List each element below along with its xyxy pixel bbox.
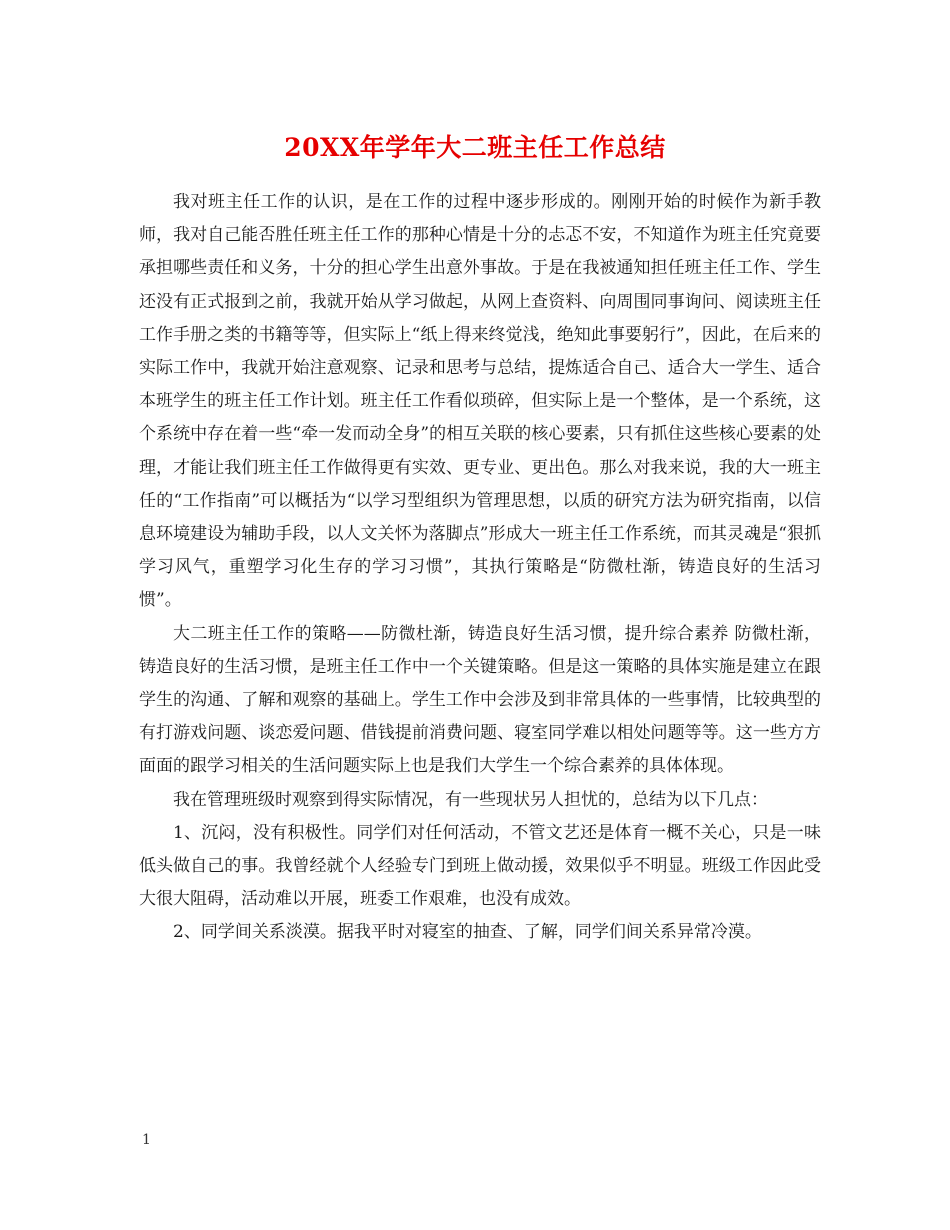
paragraph-4: 1、沉闷，没有积极性。同学们对任何活动，不管文艺还是体育一概不关心，只是一味低头做自己的事。我曾经就个人经验专门到班上做动援，效果似乎不明显。班级工作因此受大很大阻碍，活动难以开展，班委工作艰难，也没有成效。 [139, 822, 821, 910]
document-title: 20XX年学年大二班主任工作总结 [284, 133, 666, 162]
paragraph-5: 2、同学间关系淡漠。据我平时对寝室的抽查、了解，同学们间关系异常冷漠。 [173, 922, 762, 943]
paragraph-3: 我在管理班级时观察到得实际情况，有一些现状另人担忧的，总结为以下几点： [173, 789, 768, 810]
paragraph-2: 大二班主任工作的策略——防微杜渐，铸造良好生活习惯，提升综合素养 防微杜渐，铸造良好的生活习惯，是班主任工作中一个关键策略。但是这一策略的具体实施是建立在跟学生的沟通、了解和观察的基础上。学生工作中会涉及到非常具体的一些事情，比较典型的有打游戏问题、谈恋爱问题、借钱提前消费问题、寝室同学难以相处问题等等。这一些方方面面的跟学习相关的生活问题实际上也是我们大学生一个综合素养的具体体现。 [139, 623, 821, 777]
paragraph-1: 我对班主任工作的认识，是在工作的过程中逐步形成的。刚刚开始的时候作为新手教师，我对自己能否胜任班主任工作的那种心情是十分的忐忑不安，不知道作为班主任究竟要承担哪些责任和义务，十分的担心学生出意外事故。于是在我被通知担任班主任工作、学生还没有正式报到之前，我就开始从学习做起，从网上查资料、向周围同事询问、阅读班主任工作手册之类的书籍等等，但实际上“纸上得来终觉浅，绝知此事要躬行”，因此，在后来的实际工作中，我就开始注意观察、记录和思考与总结，提炼适合自己、适合大一学生、适合本班学生的班主任工作计划。班主任工作看似琐碎，但实际上是一个整体，是一个系统，这个系统中存在着一些“牵一发而动全身”的相互关联的核心要素，只有抓住这些核心要素的处理，才能让我们班主任工作做得更有实效、更专业、更出色。那么对我来说，我的大一班主任的“工作指南”可以概括为“以学习型组织为管理思想，以质的研究方法为研究指南，以信息环境建设为辅助手段，以人文关怀为落脚点”形成大一班主任工作系统，而其灵魂是“狠抓学习风气，重塑学习化生存的学习习惯”，其执行策略是“防微杜渐，铸造良好的生活习惯”。 [139, 192, 821, 611]
document-body [139, 186, 821, 950]
page-number: 1 [142, 1132, 151, 1148]
